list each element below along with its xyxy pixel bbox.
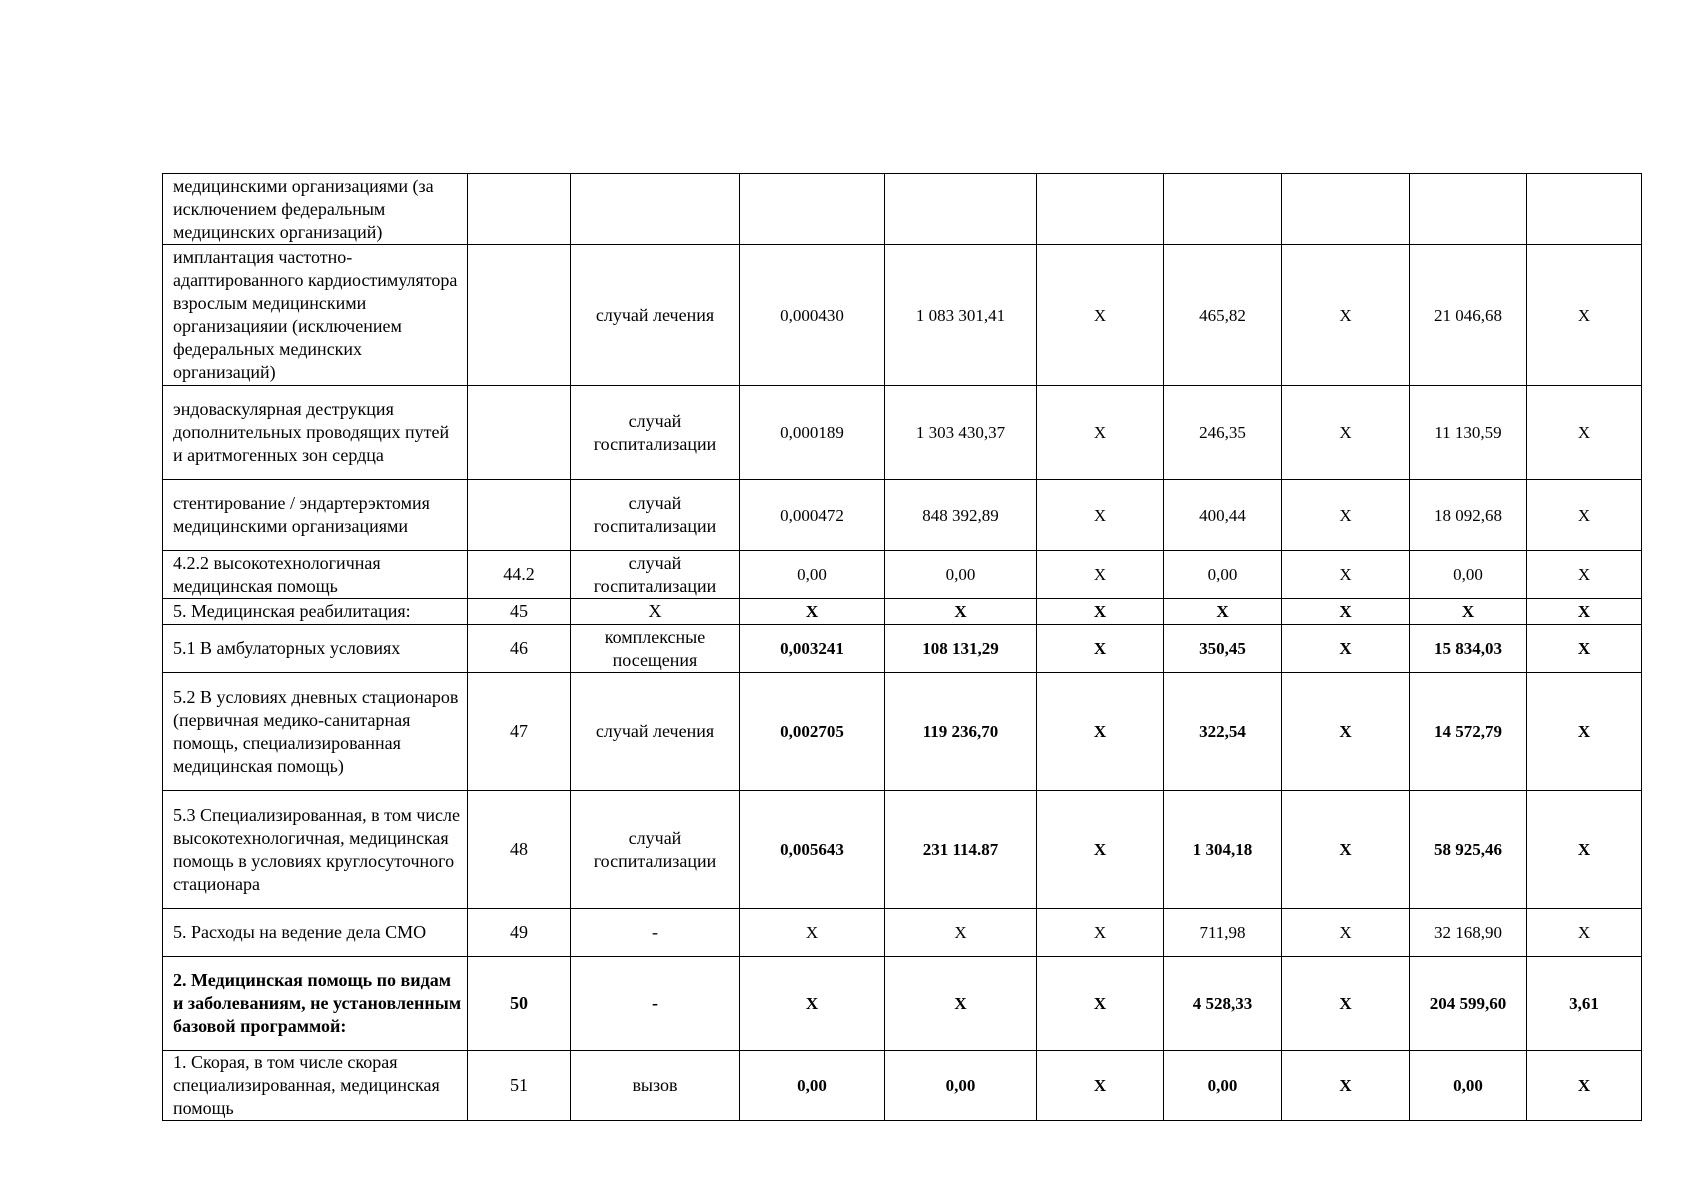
value-cell: 231 114.87 <box>885 791 1037 909</box>
row-code <box>468 480 571 551</box>
value-cell: 465,82 <box>1164 245 1282 386</box>
row-unit: случай госпитализации <box>571 791 740 909</box>
row-description: 5. Медицинская реабилитация: <box>163 599 468 625</box>
value-cell: X <box>885 957 1037 1051</box>
row-description: 5.1 В амбулаторных условиях <box>163 625 468 673</box>
value-cell: X <box>1282 1051 1410 1121</box>
value-cell: X <box>1527 480 1642 551</box>
value-cell: X <box>1282 599 1410 625</box>
row-description: 5. Расходы на ведение дела СМО <box>163 909 468 957</box>
value-cell: 711,98 <box>1164 909 1282 957</box>
table-row <box>163 599 1642 625</box>
row-code: 48 <box>468 791 571 909</box>
value-cell: X <box>1282 625 1410 673</box>
table-row <box>163 174 1642 245</box>
row-description: 5.2 В условиях дневных стационаров (первичная медико-санитарная помощь, специализированная медицинская помощь) <box>163 673 468 791</box>
value-cell: 32 168,90 <box>1410 909 1527 957</box>
row-unit: случай госпитализации <box>571 551 740 599</box>
row-unit: - <box>571 957 740 1051</box>
table-row <box>163 909 1642 957</box>
value-cell: X <box>1527 673 1642 791</box>
table-row <box>163 386 1642 480</box>
value-cell: 0,00 <box>1164 1051 1282 1121</box>
row-code: 44.2 <box>468 551 571 599</box>
value-cell: X <box>1037 909 1164 957</box>
value-cell: 18 092,68 <box>1410 480 1527 551</box>
value-cell: 0,00 <box>1164 551 1282 599</box>
value-cell: 322,54 <box>1164 673 1282 791</box>
value-cell: X <box>1527 599 1642 625</box>
value-cell: X <box>1164 599 1282 625</box>
row-unit: случай лечения <box>571 245 740 386</box>
value-cell: X <box>1282 551 1410 599</box>
value-cell: 0,00 <box>740 1051 885 1121</box>
value-cell: X <box>1282 909 1410 957</box>
value-cell: X <box>1037 673 1164 791</box>
value-cell: X <box>885 909 1037 957</box>
value-cell: X <box>1037 480 1164 551</box>
value-cell: X <box>1282 791 1410 909</box>
table-row <box>163 625 1642 673</box>
value-cell: 1 083 301,41 <box>885 245 1037 386</box>
value-cell <box>1037 174 1164 245</box>
row-unit <box>571 174 740 245</box>
value-cell: X <box>740 957 885 1051</box>
value-cell: 0,00 <box>740 551 885 599</box>
value-cell <box>1164 174 1282 245</box>
value-cell: X <box>1410 599 1527 625</box>
value-cell <box>885 174 1037 245</box>
row-unit: случай госпитализации <box>571 386 740 480</box>
value-cell: 350,45 <box>1164 625 1282 673</box>
row-code: 46 <box>468 625 571 673</box>
value-cell: 204 599,60 <box>1410 957 1527 1051</box>
row-code: 45 <box>468 599 571 625</box>
row-description: 2. Медицинская помощь по видам и заболеваниям, не установленным базовой программой: <box>163 957 468 1051</box>
value-cell: X <box>1282 386 1410 480</box>
value-cell: 246,35 <box>1164 386 1282 480</box>
row-code <box>468 245 571 386</box>
value-cell: X <box>1282 957 1410 1051</box>
row-code <box>468 386 571 480</box>
value-cell <box>740 174 885 245</box>
table-row <box>163 791 1642 909</box>
value-cell: X <box>1527 1051 1642 1121</box>
row-unit: X <box>571 599 740 625</box>
row-description: стентирование / эндартерэктомия медицинскими организациями <box>163 480 468 551</box>
value-cell: 0,00 <box>885 551 1037 599</box>
value-cell: 21 046,68 <box>1410 245 1527 386</box>
value-cell: X <box>740 909 885 957</box>
table-body <box>163 174 1642 1121</box>
row-code <box>468 174 571 245</box>
value-cell: 848 392,89 <box>885 480 1037 551</box>
value-cell: X <box>1282 245 1410 386</box>
value-cell: X <box>1037 551 1164 599</box>
value-cell: 0,003241 <box>740 625 885 673</box>
row-description: 5.3 Специализированная, в том числе высокотехнологичная, медицинская помощь в условиях круглосуточного стационара <box>163 791 468 909</box>
row-unit: случай госпитализации <box>571 480 740 551</box>
value-cell: X <box>1527 625 1642 673</box>
value-cell: X <box>1527 791 1642 909</box>
value-cell: X <box>1527 551 1642 599</box>
value-cell: 15 834,03 <box>1410 625 1527 673</box>
row-description: 4.2.2 высокотехнологичная медицинская помощь <box>163 551 468 599</box>
row-code: 49 <box>468 909 571 957</box>
value-cell: 1 303 430,37 <box>885 386 1037 480</box>
value-cell: X <box>1527 245 1642 386</box>
value-cell: X <box>1037 791 1164 909</box>
row-unit: вызов <box>571 1051 740 1121</box>
value-cell: X <box>1037 957 1164 1051</box>
row-description: 1. Скорая, в том числе скорая специализированная, медицинская помощь <box>163 1051 468 1121</box>
value-cell: 4 528,33 <box>1164 957 1282 1051</box>
value-cell: 0,002705 <box>740 673 885 791</box>
value-cell: 11 130,59 <box>1410 386 1527 480</box>
value-cell: 1 304,18 <box>1164 791 1282 909</box>
value-cell: 119 236,70 <box>885 673 1037 791</box>
value-cell: X <box>740 599 885 625</box>
value-cell: 0,00 <box>885 1051 1037 1121</box>
value-cell <box>1410 174 1527 245</box>
row-description: медицинскими организациями (за исключением федеральным медицинских организаций) <box>163 174 468 245</box>
value-cell <box>1282 174 1410 245</box>
value-cell: X <box>1037 1051 1164 1121</box>
budget-table <box>162 173 1642 1121</box>
value-cell: 400,44 <box>1164 480 1282 551</box>
value-cell: X <box>1527 386 1642 480</box>
table-row <box>163 957 1642 1051</box>
value-cell: 3,61 <box>1527 957 1642 1051</box>
value-cell: 0,00 <box>1410 551 1527 599</box>
value-cell: 0,00 <box>1410 1051 1527 1121</box>
value-cell: 0,000430 <box>740 245 885 386</box>
row-description: эндоваскулярная деструкция дополнительных проводящих путей и аритмогенных зон сердца <box>163 386 468 480</box>
value-cell: X <box>1037 386 1164 480</box>
value-cell: X <box>1527 909 1642 957</box>
row-unit: случай лечения <box>571 673 740 791</box>
value-cell: X <box>1037 625 1164 673</box>
value-cell: 0,005643 <box>740 791 885 909</box>
value-cell: 108 131,29 <box>885 625 1037 673</box>
row-code: 47 <box>468 673 571 791</box>
value-cell <box>1527 174 1642 245</box>
value-cell: X <box>1037 245 1164 386</box>
value-cell: 0,000189 <box>740 386 885 480</box>
value-cell: 58 925,46 <box>1410 791 1527 909</box>
table-row <box>163 673 1642 791</box>
value-cell: 14 572,79 <box>1410 673 1527 791</box>
row-description: имплантация частотно-адаптированного кардиостимулятора взрослым медицинскими организацияии (исключением федеральных мединских организаций) <box>163 245 468 386</box>
row-code: 50 <box>468 957 571 1051</box>
value-cell: 0,000472 <box>740 480 885 551</box>
value-cell: X <box>1282 673 1410 791</box>
row-code: 51 <box>468 1051 571 1121</box>
value-cell: X <box>885 599 1037 625</box>
row-unit: - <box>571 909 740 957</box>
row-unit: комплексные посещения <box>571 625 740 673</box>
table-row <box>163 245 1642 386</box>
value-cell: X <box>1037 599 1164 625</box>
table-row <box>163 551 1642 599</box>
value-cell: X <box>1282 480 1410 551</box>
table-row <box>163 480 1642 551</box>
table-row <box>163 1051 1642 1121</box>
